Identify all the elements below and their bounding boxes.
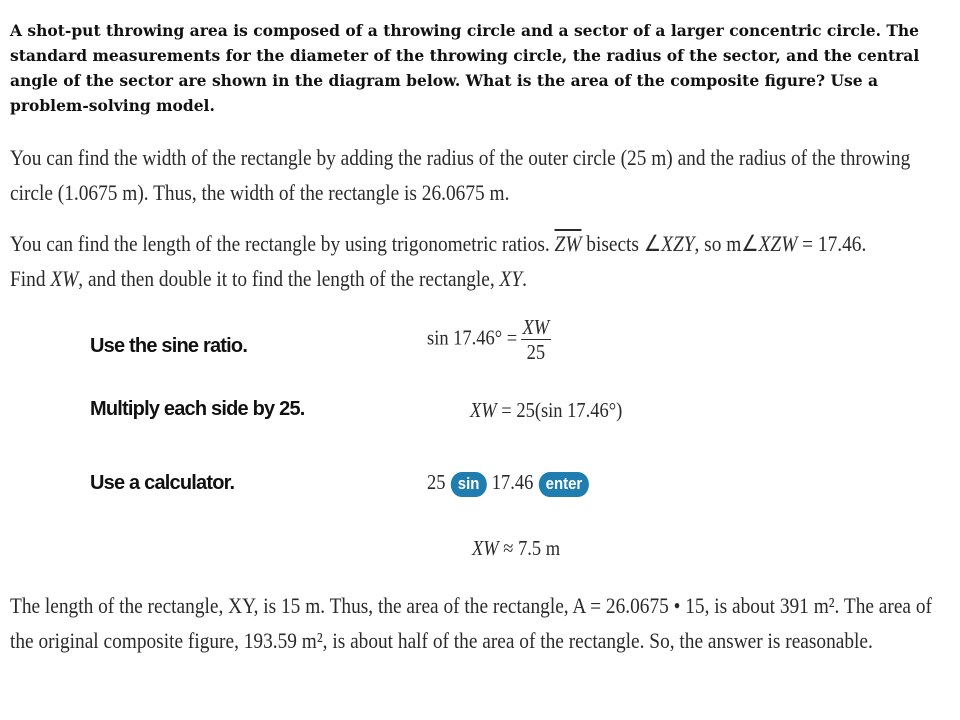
calculator-sequence: 25 sin 17.46 enter [427,470,595,497]
problem-statement: A shot-put throwing area is composed of a throwing circle and a sector of a larger concentric circle. The standard measurements for the diameter of the throwing circle, the radius of the sector, and the central angle of the sector are shown in the diagram below. What is the area of the composite figure? Use a problem-solving model. [10,21,920,115]
solution-paragraph-width: You can find the width of the rectangle by adding the radius of the outer circle (25 m) and the radius of the throwing circle (1.0675 m). Thus, the width of the rectangle is 26.0675 m. [10,145,911,205]
sine-equation: sin 17.46° = $\frac{XW}{25}$ [427,315,550,364]
result-equation: XW ≈ 7.5 m [472,536,561,560]
solution-paragraph-conclusion: The length of the rectangle, XY, is 15 m. Thus, the area of the rectangle, A = 26.0675 • 15, is about 391 m². The area of the original composite figure, 193.59 m², is about half of the area of the rectangle. So, the answer is reasonable. [10,593,932,653]
enter-key: enter [539,472,590,497]
sin-key: sin [451,472,487,497]
step-label-calculator: Use a calculator. [90,472,235,494]
step-label-multiply: Multiply each side by 25. [90,398,305,420]
step-label-sine: Use the sine ratio. [90,335,248,357]
segment-zw: $\overline{ZW}$ [554,231,582,256]
solution-paragraph-length: You can find the length of the rectangle by using trigonometric ratios. $\overline{ZW}$ bisects ∠XZY, so m∠XZW = 17.46. Find XW, and then double it to find the length of the rectangle, XY. [10,231,867,291]
multiply-equation: XW = 25(sin 17.46°) [470,398,623,422]
